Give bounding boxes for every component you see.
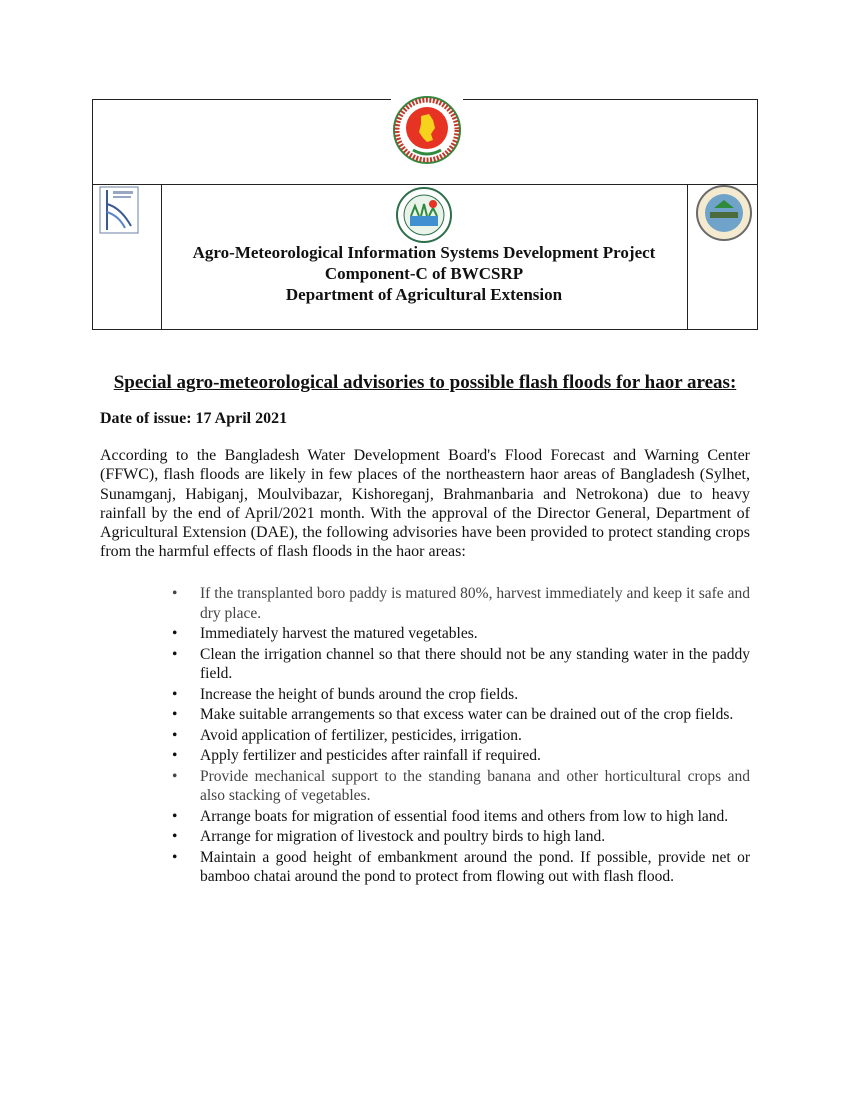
advisory-text: Apply fertilizer and pesticides after rainfall if required. — [200, 747, 541, 764]
dae-emblem-icon — [393, 186, 455, 244]
list-item — [172, 584, 750, 623]
advisory-text: Clean the irrigation channel so that there should not be any standing water in the paddy field. — [200, 645, 750, 682]
header-box — [92, 99, 758, 330]
list-item — [172, 767, 750, 806]
bullet-icon: • — [172, 645, 178, 663]
component-title: Component-C of BWCSRP — [324, 264, 524, 283]
list-item — [172, 827, 750, 847]
bullet-icon: • — [172, 685, 178, 703]
advisory-text: If the transplanted boro paddy is matured 80%, harvest immediately and keep it safe and dry place. — [200, 585, 750, 622]
intro-paragraph: According to the Bangladesh Water Development Board's Flood Forecast and Warning Center (FFWC), flash floods are likely in few places of the northeastern haor areas of Bangladesh (Sylhet, Sunamganj, Habiganj, Moulvibazar, Kishoreganj, Brahmanbaria and Netrokona) due to heavy rainfall by the end of April/2021 month. With the approval of the Director General, Department of Agricultural Extension (DAE), the following advisories have been provided to protect standing crops from the harmful effects of flash floods in the haor areas: — [100, 447, 750, 561]
advisory-text: Avoid application of fertilizer, pesticides, irrigation. — [200, 726, 522, 744]
bullet-icon: • — [172, 807, 178, 825]
advisory-text: Provide mechanical support to the standing banana and other horticultural crops and also stacking of vegetables. — [200, 767, 750, 804]
list-item — [172, 848, 750, 887]
list-item — [172, 726, 750, 746]
bullet-icon: • — [172, 706, 178, 723]
advisory-text: Arrange boats for migration of essential food items and others from low to high land. — [200, 807, 729, 825]
department-title: Department of Agricultural Extension — [285, 285, 563, 304]
header-text — [161, 242, 687, 305]
bullet-icon: • — [172, 747, 178, 764]
project-title: Agro-Meteorological Information Systems Development Project — [192, 243, 656, 262]
list-item — [172, 746, 750, 766]
list-item — [172, 685, 750, 705]
advisory-text: Immediately harvest the matured vegetables. — [200, 625, 478, 642]
list-item — [172, 705, 750, 725]
header-right-divider — [687, 184, 688, 329]
bullet-icon: • — [172, 726, 178, 744]
bullet-icon: • — [172, 585, 178, 602]
bullet-icon: • — [172, 848, 178, 866]
bullet-icon: • — [172, 767, 178, 785]
advisory-text: Arrange for migration of livestock and poultry birds to high land. — [200, 828, 606, 845]
list-item — [172, 624, 750, 644]
advisory-text: Make suitable arrangements so that excess water can be drained out of the crop fields. — [200, 706, 734, 723]
page-title: Special agro-meteorological advisories to possible flash floods for haor areas: — [113, 372, 737, 393]
advisory-text: Increase the height of bunds around the crop fields. — [200, 685, 519, 703]
gov-bangladesh-seal-icon — [391, 94, 463, 166]
list-item — [172, 645, 750, 684]
bullet-icon: • — [172, 625, 178, 642]
bmd-weather-logo-icon — [99, 186, 139, 234]
advisory-text: Maintain a good height of embankment around the pond. If possible, provide net or bamboo chatai around the pond to protect from flowing out with flash flood. — [200, 848, 750, 885]
list-item — [172, 807, 750, 827]
bwdb-logo-icon — [694, 184, 754, 242]
header-divider — [93, 184, 757, 185]
advisory-list — [172, 584, 750, 888]
date-of-issue: Date of issue: 17 April 2021 — [100, 410, 288, 427]
bullet-icon: • — [172, 828, 178, 845]
